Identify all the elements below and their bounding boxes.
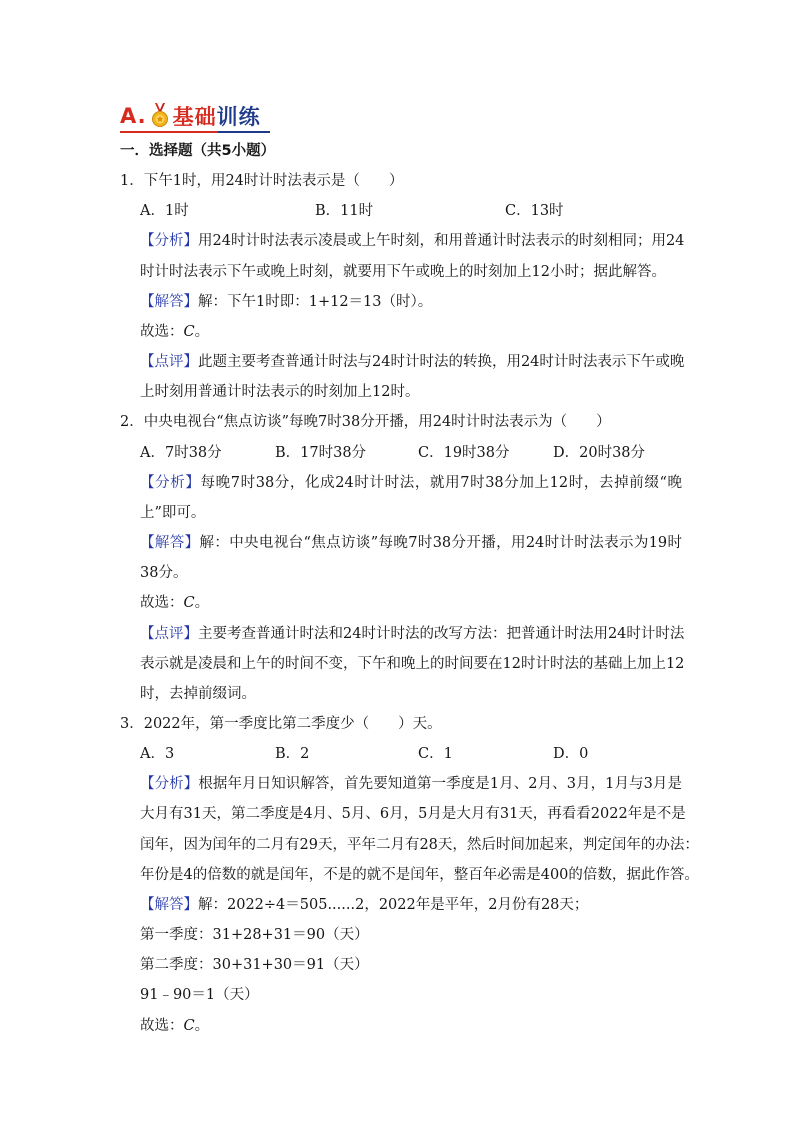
analysis-text: 每晚7时38分，化成24时计时法，就用7时38分加上12时，去掉前缀“晚: [200, 474, 682, 491]
analysis-label: 【分析】: [140, 776, 199, 793]
choice-suffix: 。: [194, 595, 210, 612]
option-d: D．20时38分: [553, 444, 646, 461]
header-underline-blue: [218, 131, 270, 133]
header-prefix: A.: [120, 104, 147, 128]
option-a: A．7时38分: [140, 444, 222, 461]
analysis-label: 【分析】: [140, 474, 201, 491]
question-2-analysis-line: [140, 468, 682, 498]
question-3-analysis-line: [140, 769, 682, 799]
question-2-solution-line: [140, 528, 682, 558]
analysis-text: 根据年月日知识解答，首先要知道第一季度是1月、2月、3月，1月与3月是: [198, 776, 683, 793]
comment-text: 主要考查普通计时法和24时计时法的改写方法：把普通计时法用24时计时法: [198, 625, 685, 642]
question-3-solution-line: 91﹣90＝1（天）: [140, 987, 259, 1004]
question-3-solution-line: 第二季度：30+31+30＝91（天）: [140, 957, 369, 974]
choice-prefix: 故选：: [140, 1017, 184, 1034]
option-a: A．1时: [140, 203, 189, 220]
question-2-solution-line: 38分。: [140, 565, 188, 582]
question-3-analysis-line: 闰年，因为闰年的二月有29天，平年二月有28天，然后时间加起来，判定闰年的办法：: [140, 836, 699, 853]
option-a: A．3: [140, 746, 175, 763]
choice-prefix: 故选：: [140, 595, 184, 612]
solution-text: 解：下午1时即：1+12＝13（时）。: [198, 293, 433, 310]
question-1-choice: [140, 317, 682, 347]
question-1-solution-line: [140, 287, 682, 317]
question-2-choice: [140, 588, 682, 618]
question-3-analysis-line: 大月有31天，第二季度是4月、5月、6月，5月是大月有31天，再看看2022年是不是: [140, 806, 686, 823]
question-3-stem: 3．2022年，第一季度比第二季度少（ ）天。: [120, 715, 442, 732]
solution-text: 解：中央电视台“焦点访谈”每晚7时38分开播，用24时计时法表示为19时: [199, 535, 683, 552]
option-c: C．13时: [505, 203, 564, 220]
comment-text: 此题主要考查普通计时法与24时计时法的转换，用24时计时法表示下午或晚: [198, 354, 685, 371]
header-underline-red: [120, 131, 218, 133]
question-3-solution-line: [140, 890, 682, 920]
question-3-solution-line: 第一季度：31+28+31＝90（天）: [140, 927, 369, 944]
question-2-comment-line: 时，去掉前缀词。: [140, 685, 256, 702]
header-title-part1: 基础: [172, 105, 217, 129]
question-3-analysis-line: 年份是4的倍数的就是闰年，不是的就不是闰年，整百年必需是400的倍数，据此作答。: [140, 866, 699, 883]
header-title-part2: 训练: [216, 105, 261, 129]
analysis-text: 用24时计时法表示凌晨或上午时刻，和用普通计时法表示的时刻相同；用24: [198, 233, 685, 250]
question-3-options: [140, 739, 682, 769]
choice-prefix: 故选：: [140, 323, 184, 340]
option-d: D．0: [553, 746, 589, 763]
choice-answer: C: [183, 1017, 195, 1034]
option-b: B．2: [275, 746, 310, 763]
choice-answer: C: [183, 323, 195, 340]
question-2-comment-line: 表示就是凌晨和上午的时间不变，下午和晚上的时间要在12时计时法的基础上加上12: [140, 655, 685, 672]
option-c: C．1: [418, 746, 453, 763]
question-1-comment-line: 上时刻用普通计时法表示的时刻加上12时。: [140, 384, 420, 401]
exercise-content: [120, 136, 699, 1041]
solution-label: 【解答】: [140, 896, 198, 913]
question-1-analysis-line: 时计时法表示下午或晚上时刻，就要用下午或晚上的时刻加上12小时；据此解答。: [140, 263, 666, 280]
solution-text: 解：2022÷4＝505......2，2022年是平年，2月份有28天；: [198, 896, 589, 913]
question-2-analysis-line: 上”即可。: [140, 504, 206, 521]
section-title: 一．选择题（共5小题）: [120, 143, 276, 159]
choice-answer: C: [183, 595, 195, 612]
solution-label: 【解答】: [140, 293, 198, 310]
analysis-label: 【分析】: [140, 233, 198, 250]
section-header: [120, 101, 261, 131]
medal-icon: [150, 103, 170, 129]
comment-label: 【点评】: [140, 354, 198, 371]
question-2-options: [140, 438, 682, 468]
option-b: B．11时: [315, 203, 374, 220]
option-c: C．19时38分: [418, 444, 510, 461]
question-1-comment-line: [140, 347, 685, 377]
solution-label: 【解答】: [140, 535, 200, 552]
choice-suffix: 。: [194, 323, 210, 340]
question-1-stem: 1．下午1时，用24时计时法表示是（ ）: [120, 173, 404, 190]
comment-label: 【点评】: [140, 625, 198, 642]
choice-suffix: 。: [194, 1017, 210, 1034]
option-b: B．17时38分: [275, 444, 367, 461]
question-2-stem: 2．中央电视台“焦点访谈”每晚7时38分开播，用24时计时法表示为（ ）: [120, 414, 611, 431]
question-1-options: [140, 196, 682, 226]
question-3-choice: [140, 1011, 682, 1041]
question-2-comment-line: [140, 619, 685, 649]
question-1-analysis-line: [140, 226, 685, 256]
